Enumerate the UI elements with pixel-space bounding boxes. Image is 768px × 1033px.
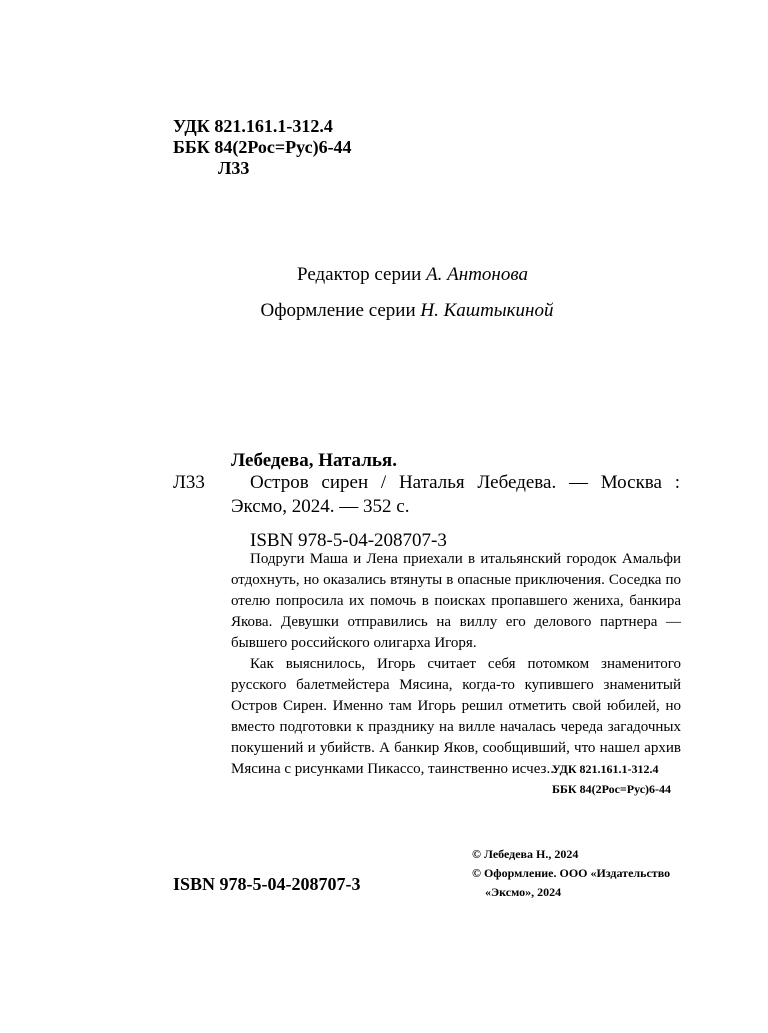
- annotation-paragraph-2: Как выяснилось, Игорь считает себя потомком знаменитого русского балетмейстера Мясина, когда-то купившего знаменитый Остров Сирен. Именно там Игорь решил отметить свой юбилей, но вместо подготовки к празднику на вилле началась череда загадочных покушений и убийств. А банкир Яков, сообщивший, что нашел архив Мясина с рисунками Пикассо, таинственно исчез...: [231, 656, 681, 777]
- series-editor-label: Редактор серии: [297, 264, 422, 285]
- copyright-design: © Оформление. ООО «Издательство: [472, 866, 671, 880]
- series-editor-line: [0, 264, 768, 286]
- bbk-code: ББК 84(2Рос=Рус)6-44: [173, 137, 352, 157]
- annotation-paragraph-1: Подруги Маша и Лена приехали в итальянский городок Амальфи отдохнуть, но оказались втянуты в опасные приключения. Соседка по отелю попросила их помочь в поисках пропавшего жениха, банкира Якова. Девушки отправились на виллу его делового партнера — бывшего российского олигарха Игоря.: [231, 551, 681, 651]
- bbk-code-bottom: ББК 84(2Рос=Рус)6-44: [552, 782, 672, 796]
- series-designer-line: [0, 300, 768, 322]
- copyright-author: © Лебедева Н., 2024: [472, 847, 579, 861]
- record-isbn: ISBN 978-5-04-208707-3: [250, 530, 447, 551]
- series-editor-name: А. Антонова: [426, 264, 528, 285]
- series-designer-label: Оформление серии: [260, 300, 416, 321]
- record-author: Лебедева, Наталья.: [231, 450, 397, 471]
- record-author-mark: Л33: [173, 472, 205, 493]
- record-title-line-2: Эксмо, 2024. — 352 с.: [231, 496, 410, 517]
- classification-block: [173, 116, 352, 179]
- udk-code: УДК 821.161.1-312.4: [173, 116, 333, 136]
- classification-bottom-block: [552, 759, 671, 799]
- isbn-bottom: ISBN 978-5-04-208707-3: [173, 874, 361, 894]
- udk-code-bottom: УДК 821.161.1-312.4: [552, 762, 659, 776]
- copyright-publisher: «Эксмо», 2024: [485, 885, 562, 899]
- series-designer-name: Н. Каштыкиной: [420, 300, 554, 321]
- copyright-block: [472, 845, 670, 902]
- author-mark: Л33: [218, 158, 250, 178]
- record-title-line-1: Остров сирен / Наталья Лебедева. — Москва :: [250, 472, 680, 493]
- annotation: [231, 549, 681, 780]
